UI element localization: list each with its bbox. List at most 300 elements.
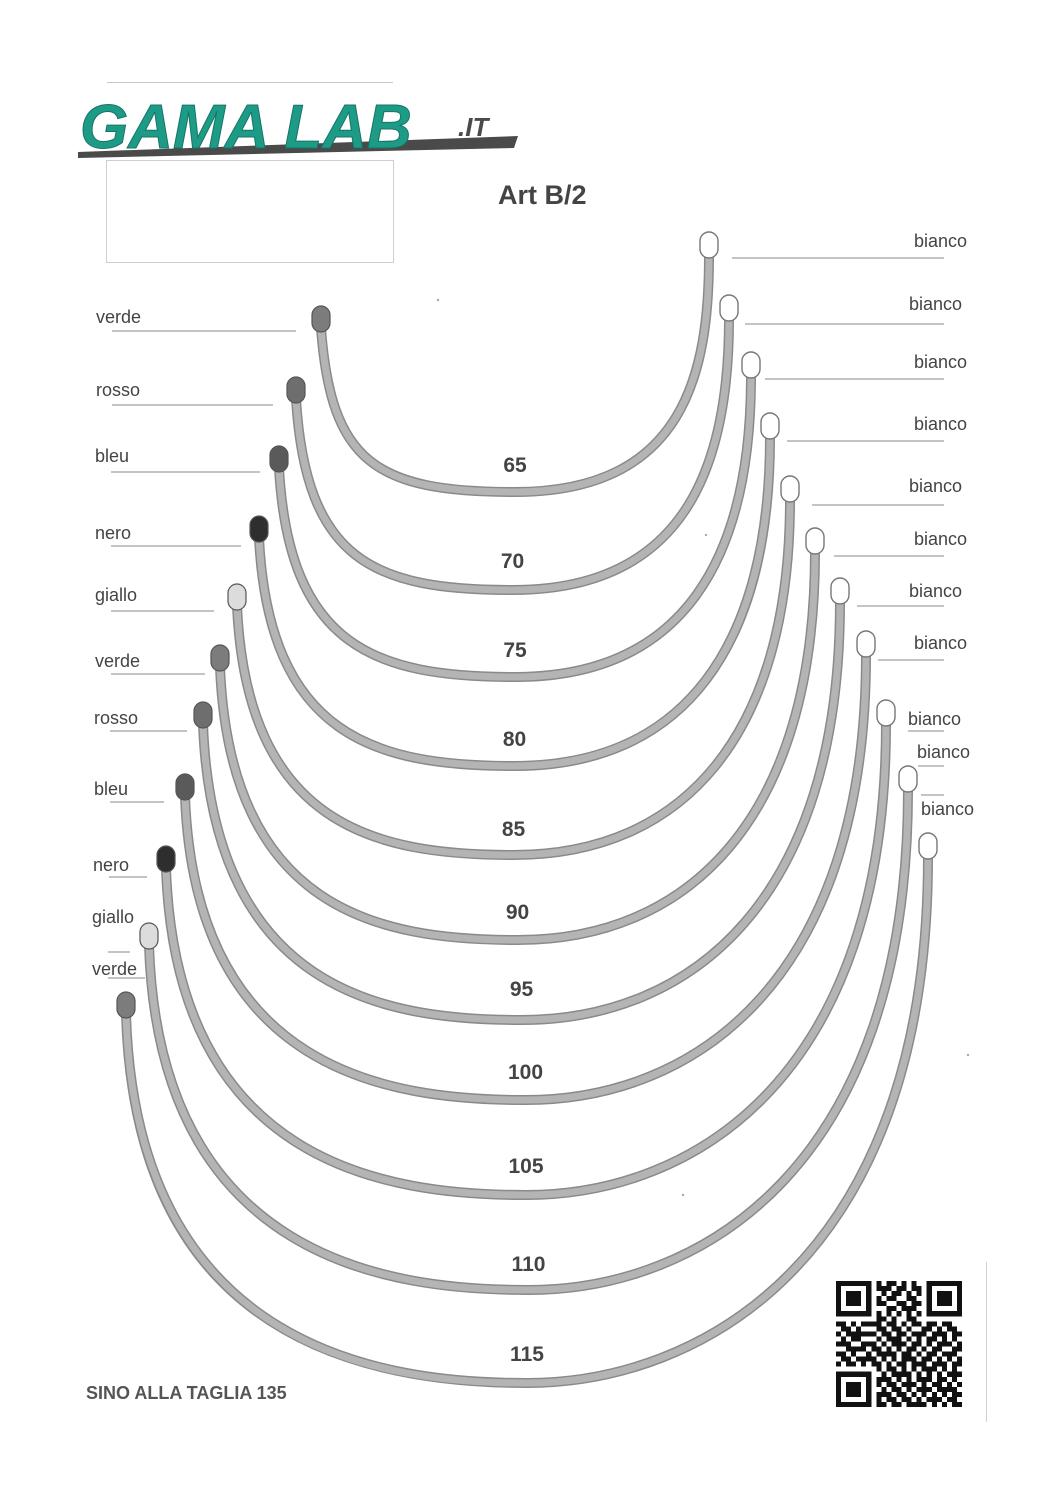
size-label: 100 (507, 1061, 544, 1084)
right-tip-bianco (761, 413, 779, 439)
qr-module (932, 1362, 937, 1367)
qr-module (886, 1347, 891, 1352)
qr-module (876, 1296, 881, 1301)
left-color-label: verde (96, 307, 142, 327)
qr-module (881, 1331, 886, 1336)
qr-module (907, 1377, 912, 1382)
qr-module (952, 1367, 957, 1372)
qr-code-icon (836, 1281, 962, 1407)
qr-module (886, 1311, 891, 1316)
qr-module (881, 1392, 886, 1397)
qr-module (942, 1336, 947, 1341)
qr-module (896, 1341, 901, 1346)
qr-module (896, 1402, 901, 1407)
qr-module (866, 1296, 871, 1301)
qr-module (876, 1352, 881, 1357)
qr-module (952, 1336, 957, 1341)
size-label: 85 (501, 818, 526, 841)
wire-body (203, 602, 840, 1020)
qr-module (871, 1341, 876, 1346)
qr-module (922, 1382, 927, 1387)
qr-module (846, 1362, 851, 1367)
right-color-label: bianco (908, 709, 962, 729)
qr-module (942, 1331, 947, 1336)
qr-module (851, 1291, 856, 1296)
qr-module (917, 1352, 922, 1357)
size-label: 75 (503, 639, 527, 662)
qr-module (861, 1281, 866, 1286)
qr-module (952, 1372, 957, 1377)
qr-module (891, 1382, 896, 1387)
qr-module (907, 1372, 912, 1377)
qr-module (841, 1281, 846, 1286)
qr-module (912, 1382, 917, 1387)
qr-module (866, 1372, 871, 1377)
qr-module (856, 1402, 861, 1407)
qr-module (851, 1347, 856, 1352)
qr-module (957, 1341, 962, 1346)
qr-module (947, 1372, 952, 1377)
qr-module (907, 1397, 912, 1402)
qr-module (942, 1377, 947, 1382)
footer-note: SINO ALLA TAGLIA 135 (86, 1383, 287, 1403)
qr-module (912, 1357, 917, 1362)
qr-module (927, 1352, 932, 1357)
qr-module (846, 1392, 851, 1397)
qr-module (881, 1357, 886, 1362)
qr-module (947, 1341, 952, 1346)
left-color-label: giallo (92, 907, 135, 927)
qr-module (886, 1377, 891, 1382)
qr-module (927, 1377, 932, 1382)
qr-module (891, 1336, 896, 1341)
qr-module (902, 1331, 907, 1336)
qr-module (947, 1281, 952, 1286)
qr-module (836, 1331, 841, 1336)
qr-module (876, 1367, 881, 1372)
size-label: 110 (511, 1253, 546, 1276)
left-color-label: bleu (94, 779, 129, 799)
qr-module (922, 1387, 927, 1392)
qr-module (927, 1372, 932, 1377)
qr-module (846, 1311, 851, 1316)
qr-module (891, 1316, 896, 1321)
qr-module (851, 1301, 856, 1306)
right-tip-bianco (720, 295, 738, 321)
left-color-label: rosso (94, 708, 139, 728)
qr-module (856, 1331, 861, 1336)
wire-body (279, 376, 751, 677)
qr-module (902, 1306, 907, 1311)
qr-module (896, 1311, 901, 1316)
qr-module (836, 1377, 841, 1382)
qr-module (917, 1362, 922, 1367)
qr-module (891, 1291, 896, 1296)
right-color-label: bianco (921, 799, 975, 819)
qr-module (851, 1321, 856, 1326)
qr-module (896, 1347, 901, 1352)
qr-module (896, 1372, 901, 1377)
qr-module (851, 1402, 856, 1407)
qr-module (886, 1367, 891, 1372)
wire-size-65 (96, 231, 967, 492)
qr-module (856, 1336, 861, 1341)
right-tip-bianco (742, 352, 760, 378)
qr-module (871, 1321, 876, 1326)
qr-module (902, 1372, 907, 1377)
right-tip-bianco (919, 833, 937, 859)
qr-module (866, 1357, 871, 1362)
qr-module (952, 1311, 957, 1316)
qr-module (886, 1331, 891, 1336)
size-label: 95 (509, 978, 534, 1001)
qr-module (866, 1352, 871, 1357)
qr-module (836, 1387, 841, 1392)
qr-module (891, 1367, 896, 1372)
qr-module (846, 1347, 851, 1352)
qr-module (876, 1301, 881, 1306)
qr-module (866, 1402, 871, 1407)
right-tip-bianco (857, 631, 875, 657)
qr-module (876, 1402, 881, 1407)
qr-module (856, 1372, 861, 1377)
qr-module (886, 1306, 891, 1311)
qr-module (886, 1392, 891, 1397)
qr-module (891, 1387, 896, 1392)
qr-module (881, 1316, 886, 1321)
qr-module (942, 1296, 947, 1301)
qr-module (952, 1362, 957, 1367)
qr-module (952, 1352, 957, 1357)
size-label: 105 (508, 1155, 544, 1178)
qr-module (896, 1387, 901, 1392)
qr-module (952, 1387, 957, 1392)
qr-module (891, 1341, 896, 1346)
qr-module (957, 1291, 962, 1296)
qr-module (881, 1301, 886, 1306)
qr-module (846, 1387, 851, 1392)
left-tip-verde (117, 992, 135, 1018)
qr-module (937, 1331, 942, 1336)
right-tip-bianco (781, 476, 799, 502)
qr-module (907, 1291, 912, 1296)
left-tip-verde (211, 645, 229, 671)
qr-module (907, 1296, 912, 1301)
size-label: 115 (510, 1343, 544, 1366)
qr-module (896, 1336, 901, 1341)
qr-divider (986, 1262, 987, 1422)
qr-module (836, 1311, 841, 1316)
article-title: Art B/2 (498, 180, 587, 210)
qr-module (947, 1326, 952, 1331)
qr-module (846, 1281, 851, 1286)
qr-module (866, 1306, 871, 1311)
qr-module (836, 1296, 841, 1301)
qr-module (957, 1311, 962, 1316)
left-tip-giallo (228, 584, 246, 610)
qr-module (952, 1326, 957, 1331)
qr-module (886, 1362, 891, 1367)
qr-module (902, 1397, 907, 1402)
qr-module (856, 1357, 861, 1362)
qr-module (896, 1291, 901, 1296)
qr-module (957, 1357, 962, 1362)
qr-module (846, 1331, 851, 1336)
qr-module (846, 1296, 851, 1301)
qr-module (942, 1367, 947, 1372)
qr-module (841, 1372, 846, 1377)
qr-module (866, 1377, 871, 1382)
qr-module (907, 1336, 912, 1341)
qr-module (947, 1397, 952, 1402)
qr-module (902, 1301, 907, 1306)
qr-module (927, 1306, 932, 1311)
qr-module (912, 1341, 917, 1346)
qr-module (841, 1311, 846, 1316)
qr-module (927, 1326, 932, 1331)
qr-module (902, 1362, 907, 1367)
wire-body (149, 790, 908, 1290)
qr-module (942, 1281, 947, 1286)
qr-module (922, 1347, 927, 1352)
qr-module (866, 1311, 871, 1316)
qr-module (912, 1301, 917, 1306)
qr-module (856, 1281, 861, 1286)
qr-module (917, 1311, 922, 1316)
qr-module (957, 1362, 962, 1367)
right-tip-bianco (806, 528, 824, 554)
qr-module (927, 1301, 932, 1306)
scan-speck (437, 299, 439, 301)
qr-module (902, 1286, 907, 1291)
qr-module (896, 1362, 901, 1367)
scan-speck (682, 1194, 684, 1196)
qr-module (841, 1341, 846, 1346)
qr-module (947, 1357, 952, 1362)
qr-module (957, 1281, 962, 1286)
qr-module (866, 1321, 871, 1326)
qr-module (871, 1331, 876, 1336)
qr-module (912, 1306, 917, 1311)
qr-module (861, 1341, 866, 1346)
size-label: 70 (500, 550, 525, 573)
qr-module (952, 1402, 957, 1407)
qr-module (876, 1336, 881, 1341)
qr-module (851, 1311, 856, 1316)
right-color-label: bianco (914, 633, 968, 653)
left-color-label: verde (92, 959, 138, 979)
qr-module (932, 1347, 937, 1352)
qr-module (937, 1326, 942, 1331)
qr-module (957, 1402, 962, 1407)
qr-module (927, 1296, 932, 1301)
left-tip-nero (157, 846, 175, 872)
qr-module (836, 1301, 841, 1306)
qr-module (876, 1382, 881, 1387)
qr-module (896, 1286, 901, 1291)
qr-module (947, 1382, 952, 1387)
qr-module (876, 1326, 881, 1331)
qr-module (856, 1387, 861, 1392)
qr-module (927, 1387, 932, 1392)
qr-module (836, 1321, 841, 1326)
left-color-label: giallo (95, 585, 138, 605)
qr-module (927, 1336, 932, 1341)
qr-module (937, 1341, 942, 1346)
qr-module (917, 1341, 922, 1346)
qr-module (942, 1311, 947, 1316)
qr-module (902, 1357, 907, 1362)
right-color-label: bianco (914, 352, 968, 372)
qr-module (902, 1281, 907, 1286)
left-color-label: nero (93, 855, 130, 875)
qr-module (902, 1321, 907, 1326)
qr-module (851, 1331, 856, 1336)
qr-module (907, 1326, 912, 1331)
qr-module (932, 1392, 937, 1397)
qr-module (902, 1341, 907, 1346)
qr-module (922, 1367, 927, 1372)
qr-module (947, 1296, 952, 1301)
qr-module (937, 1362, 942, 1367)
qr-module (907, 1306, 912, 1311)
qr-module (937, 1301, 942, 1306)
qr-module (917, 1377, 922, 1382)
left-color-label: bleu (95, 446, 130, 466)
qr-module (871, 1357, 876, 1362)
qr-module (891, 1281, 896, 1286)
qr-module (866, 1382, 871, 1387)
qr-module (891, 1296, 896, 1301)
qr-module (836, 1306, 841, 1311)
qr-module (861, 1372, 866, 1377)
qr-module (932, 1321, 937, 1326)
qr-module (957, 1382, 962, 1387)
qr-module (952, 1392, 957, 1397)
qr-module (841, 1326, 846, 1331)
qr-module (932, 1382, 937, 1387)
qr-module (866, 1341, 871, 1346)
qr-module (851, 1352, 856, 1357)
qr-module (871, 1362, 876, 1367)
qr-module (947, 1301, 952, 1306)
qr-module (957, 1331, 962, 1336)
right-color-label: bianco (917, 742, 971, 762)
qr-module (902, 1382, 907, 1387)
qr-module (841, 1321, 846, 1326)
qr-module (922, 1326, 927, 1331)
qr-module (942, 1392, 947, 1397)
qr-module (947, 1321, 952, 1326)
qr-module (957, 1392, 962, 1397)
qr-module (851, 1281, 856, 1286)
qr-module (856, 1291, 861, 1296)
right-color-label: bianco (914, 414, 968, 434)
qr-module (881, 1402, 886, 1407)
right-color-label: bianco (909, 581, 963, 601)
qr-module (836, 1352, 841, 1357)
qr-module (927, 1397, 932, 1402)
qr-module (856, 1347, 861, 1352)
qr-module (937, 1281, 942, 1286)
qr-module (917, 1387, 922, 1392)
qr-module (907, 1382, 912, 1387)
qr-module (891, 1352, 896, 1357)
qr-module (922, 1392, 927, 1397)
qr-module (851, 1392, 856, 1397)
qr-module (957, 1296, 962, 1301)
qr-module (917, 1372, 922, 1377)
qr-module (846, 1357, 851, 1362)
qr-module (927, 1321, 932, 1326)
qr-module (841, 1357, 846, 1362)
left-tip-bleu (176, 774, 194, 800)
qr-module (846, 1382, 851, 1387)
qr-module (952, 1347, 957, 1352)
qr-module (866, 1392, 871, 1397)
qr-module (937, 1311, 942, 1316)
qr-module (937, 1377, 942, 1382)
qr-module (851, 1372, 856, 1377)
qr-module (957, 1372, 962, 1377)
qr-module (846, 1341, 851, 1346)
qr-module (932, 1331, 937, 1336)
qr-module (866, 1301, 871, 1306)
qr-module (896, 1301, 901, 1306)
qr-module (937, 1397, 942, 1402)
qr-module (836, 1372, 841, 1377)
qr-module (886, 1286, 891, 1291)
qr-module (851, 1296, 856, 1301)
size-label: 80 (502, 728, 527, 751)
qr-module (836, 1382, 841, 1387)
qr-module (876, 1286, 881, 1291)
qr-module (846, 1291, 851, 1296)
qr-module (846, 1402, 851, 1407)
qr-module (876, 1377, 881, 1382)
qr-module (851, 1387, 856, 1392)
qr-module (836, 1281, 841, 1286)
qr-module (927, 1311, 932, 1316)
qr-module (927, 1286, 932, 1291)
qr-module (851, 1336, 856, 1341)
qr-module (836, 1286, 841, 1291)
qr-module (851, 1382, 856, 1387)
qr-module (937, 1357, 942, 1362)
qr-module (896, 1326, 901, 1331)
qr-module (942, 1362, 947, 1367)
qr-module (912, 1367, 917, 1372)
qr-module (886, 1296, 891, 1301)
qr-module (912, 1331, 917, 1336)
left-color-label: verde (95, 651, 141, 671)
qr-module (866, 1281, 871, 1286)
qr-module (927, 1341, 932, 1346)
qr-module (912, 1392, 917, 1397)
right-color-label: bianco (909, 294, 963, 314)
qr-module (917, 1331, 922, 1336)
qr-module (952, 1397, 957, 1402)
qr-module (846, 1372, 851, 1377)
left-tip-bleu (270, 446, 288, 472)
qr-module (907, 1316, 912, 1321)
qr-module (932, 1367, 937, 1372)
left-tip-nero (250, 516, 268, 542)
qr-module (917, 1286, 922, 1291)
right-tip-bianco (899, 766, 917, 792)
qr-module (922, 1377, 927, 1382)
logo-suffix: .IT (458, 112, 489, 142)
